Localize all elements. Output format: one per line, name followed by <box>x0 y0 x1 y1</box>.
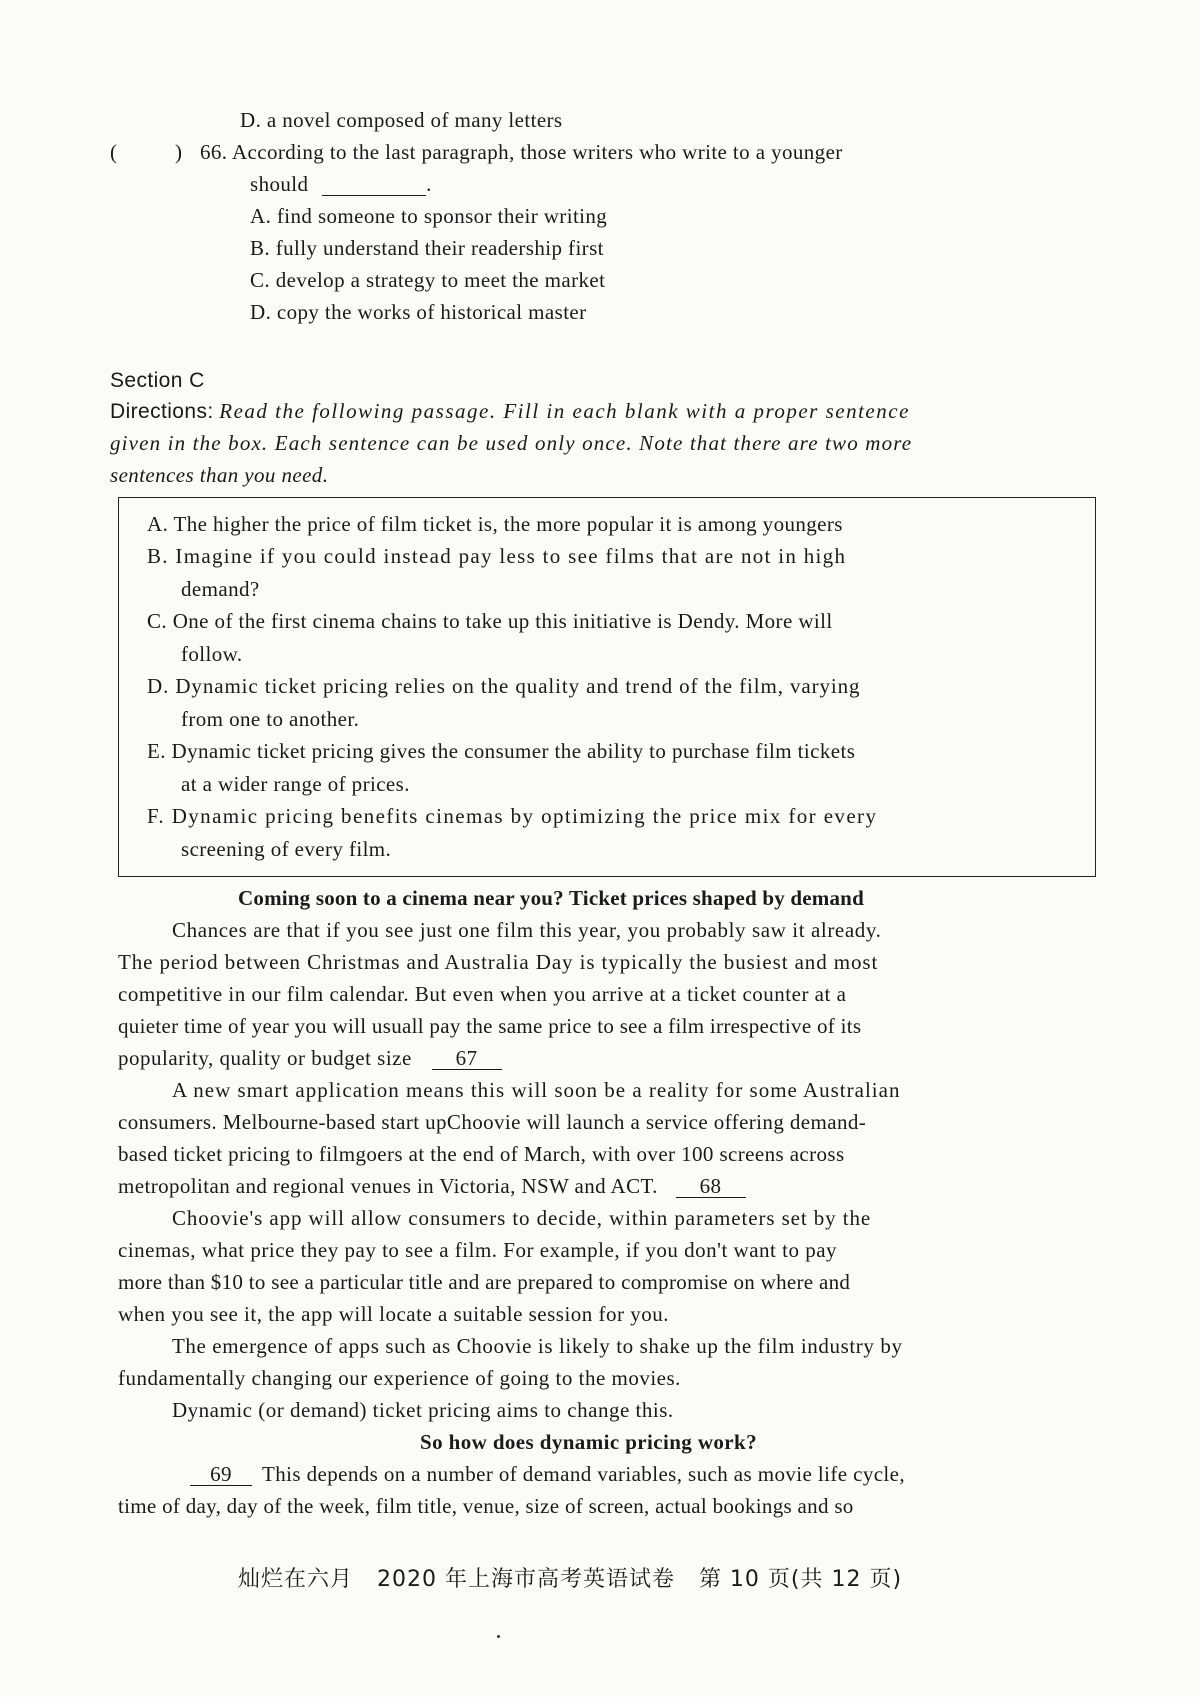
q66-answer-paren-open: ( <box>110 140 118 164</box>
box-option-f-line1: F. Dynamic pricing benefits cinemas by optimizing the price mix for every <box>147 804 878 828</box>
p2-line2: consumers. Melbourne-based start upChoovie will launch a service offering demand- <box>118 1110 867 1134</box>
sentence-options-box <box>118 497 1096 877</box>
box-option-b-line2: demand? <box>181 577 260 601</box>
p4-line1: The emergence of apps such as Choovie is likely to shake up the film industry by <box>172 1334 903 1358</box>
directions-label: Directions: <box>110 400 214 423</box>
passage-subheading: So how does dynamic pricing work? <box>420 1430 757 1454</box>
q66-stem-line1 <box>200 142 1098 163</box>
q66-stem-text: 66. According to the last paragraph, those writers who write to a younger <box>200 140 843 164</box>
p1-line3: competitive in our film calendar. But even when you arrive at a ticket counter at a <box>118 982 847 1006</box>
box-option-d-line1: D. Dynamic ticket pricing relies on the quality and trend of the film, varying <box>147 674 861 698</box>
box-option-a: A. The higher the price of film ticket is, the more popular it is among youngers <box>147 512 843 536</box>
p6-line2: time of day, day of the week, film title, venue, size of screen, actual bookings and so <box>118 1494 854 1518</box>
p6-line1-text: This depends on a number of demand variables, such as movie life cycle, <box>262 1462 906 1486</box>
p3-line3: more than $10 to see a particular title and are prepared to compromise on where and <box>118 1270 851 1294</box>
p2-line4 <box>118 1176 746 1198</box>
box-option-e-line1: E. Dynamic ticket pricing gives the consumer the ability to purchase film tickets <box>147 739 856 763</box>
p1-line4: quieter time of year you will usuall pay the same price to see a film irrespective of its <box>118 1014 862 1038</box>
p3-line1: Choovie's app will allow consumers to decide, within parameters set by the <box>172 1206 872 1230</box>
p5-line: Dynamic (or demand) ticket pricing aims to change this. <box>172 1398 674 1422</box>
box-option-e-line2: at a wider range of prices. <box>181 772 410 796</box>
p1-line2: The period between Christmas and Australia Day is typically the busiest and most <box>118 950 879 974</box>
directions-line2: given in the box. Each sentence can be used only once. Note that there are two more <box>110 431 913 455</box>
page-footer: 灿烂在六月 2020 年上海市高考英语试卷 第 10 页(共 12 页) <box>238 1567 903 1592</box>
p3-line2: cinemas, what price they pay to see a film. For example, if you don't want to pay <box>118 1238 838 1262</box>
box-option-c-line2: follow. <box>181 642 243 666</box>
section-c-heading: Section C <box>110 369 205 392</box>
p2-line4-text: metropolitan and regional venues in Victoria, NSW and ACT. <box>118 1174 658 1198</box>
q66-stem-should: should <box>250 172 309 196</box>
p1-line5-text: popularity, quality or budget size <box>118 1046 412 1070</box>
directions-line1 <box>110 401 910 422</box>
q66-stem-period: . <box>426 172 432 196</box>
box-option-d-line2: from one to another. <box>181 707 360 731</box>
q66-option-b: B. fully understand their readership first <box>250 236 604 260</box>
directions-text-1: Read the following passage. Fill in each blank with a proper sentence <box>219 399 910 423</box>
q66-answer-paren-close: ) <box>175 140 183 164</box>
p2-line3: based ticket pricing to filmgoers at the end of March, with over 100 screens across <box>118 1142 845 1166</box>
p3-line4: when you see it, the app will locate a suitable session for you. <box>118 1302 670 1326</box>
p1-line5 <box>118 1048 502 1070</box>
blank-68: 68 <box>676 1176 746 1198</box>
q65-option-d: D. a novel composed of many letters <box>240 108 563 132</box>
box-option-b-line1: B. Imagine if you could instead pay less to see films that are not in high <box>147 544 847 568</box>
p2-line1: A new smart application means this will soon be a reality for some Australian <box>172 1078 901 1102</box>
q66-option-a: A. find someone to sponsor their writing <box>250 204 608 228</box>
box-option-f-line2: screening of every film. <box>181 837 392 861</box>
q66-option-d: D. copy the works of historical master <box>250 300 587 324</box>
q66-answer-blank <box>322 174 426 196</box>
directions-line3: sentences than you need. <box>110 463 329 487</box>
q66-stem-line2 <box>250 174 432 196</box>
blank-69: 69 <box>190 1464 252 1486</box>
p6-line1 <box>190 1464 905 1486</box>
box-option-c-line1: C. One of the first cinema chains to take up this initiative is Dendy. More will <box>147 609 833 633</box>
p1-line1: Chances are that if you see just one film this year, you probably saw it already. <box>172 918 882 942</box>
p4-line2: fundamentally changing our experience of going to the movies. <box>118 1366 681 1390</box>
scan-speck <box>497 1635 500 1638</box>
blank-67: 67 <box>432 1048 502 1070</box>
q66-option-c: C. develop a strategy to meet the market <box>250 268 606 292</box>
passage-title: Coming soon to a cinema near you? Ticket prices shaped by demand <box>238 886 864 910</box>
